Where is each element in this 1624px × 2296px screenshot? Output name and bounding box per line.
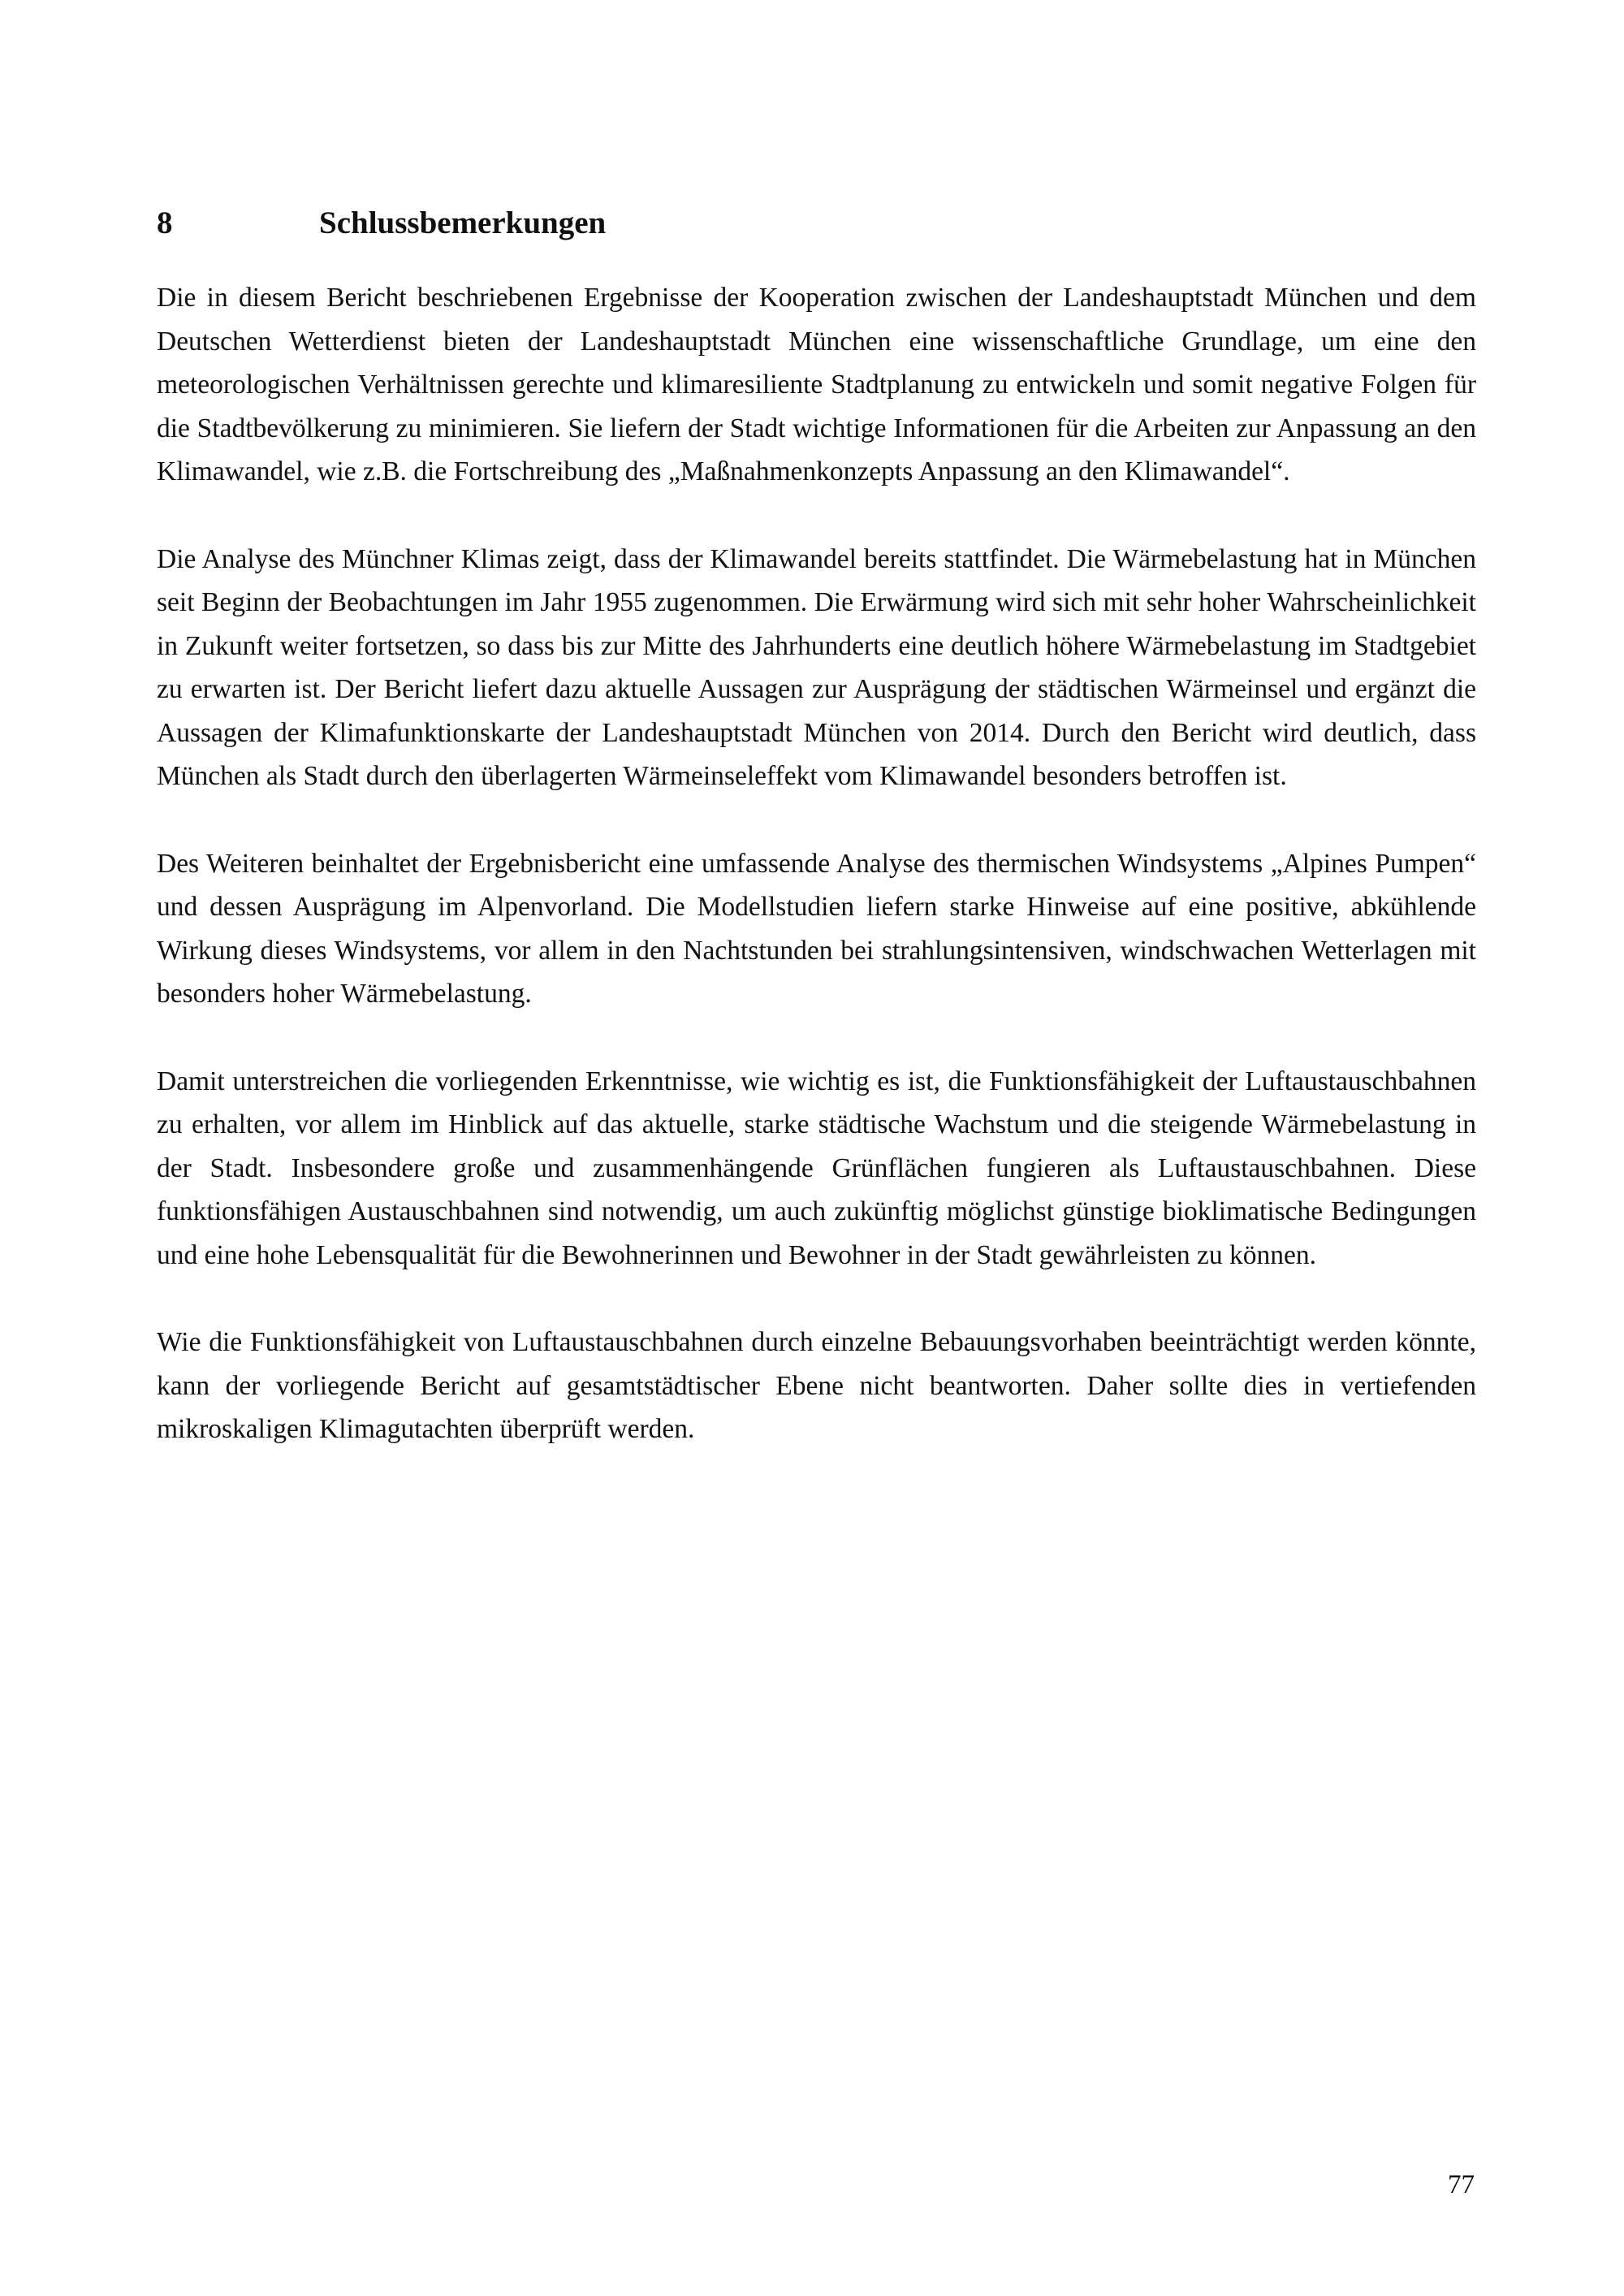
paragraph-4: Damit unterstreichen die vorliegenden Erkenntnisse, wie wichtig es ist, die Funktionsfähigkeit der Luftaustauschbahnen zu erhalten, vor allem im Hinblick auf das aktuelle, starke städtische Wachstum und die steigende Wärmebelastung in der Stadt. Insbesondere große und zusammenhängende Grünflächen fungieren als Luftaustauschbahnen. Diese funktionsfähigen Austauschbahnen sind notwendig, um auch zukünftig möglichst günstige bioklimatische Bedingungen und eine hohe Lebensqualität für die Bewohnerinnen und Bewohner in der Stadt gewährleisten zu können.	[157, 1066, 1476, 1270]
paragraph-2: Die Analyse des Münchner Klimas zeigt, dass der Klimawandel bereits stattfindet. Die Wärmebelastung hat in München seit Beginn der Beobachtungen im Jahr 1955 zugenommen. Die Erwärmung wird sich mit sehr hoher Wahrscheinlichkeit in Zukunft weiter fortsetzen, so dass bis zur Mitte des Jahrhunderts eine deutlich höhere Wärmebelastung im Stadtgebiet zu erwarten ist. Der Bericht liefert dazu aktuelle Aussagen zur Ausprägung der städtischen Wärmeinsel und ergänzt die Aussagen der Klimafunktionskarte der Landeshauptstadt München von 2014. Durch den Bericht wird deutlich, dass München als Stadt durch den überlagerten Wärmeinseleffekt vom Klimawandel besonders betroffen ist.	[157, 543, 1476, 791]
section-number: 8	[157, 205, 173, 240]
paragraph-3: Des Weiteren beinhaltet der Ergebnisbericht eine umfassende Analyse des thermischen Windsystems „Alpines Pumpen“ und dessen Ausprägung im Alpenvorland. Die Modellstudien liefern starke Hinweise auf eine positive, abkühlende Wirkung dieses Windsystems, vor allem in den Nachtstunden bei strahlungsintensiven, windschwachen Wetterlagen mit besonders hoher Wärmebelastung.	[157, 848, 1476, 1009]
section-title: Schlussbemerkungen	[319, 205, 607, 240]
body-text	[157, 276, 1476, 1495]
page-number: 77	[1448, 2170, 1475, 2199]
paragraph-5: Wie die Funktionsfähigkeit von Luftaustauschbahnen durch einzelne Bebauungsvorhaben beeinträchtigt werden könnte, kann der vorliegende Bericht auf gesamtstädtischer Ebene nicht beantworten. Daher sollte dies in vertiefenden mikroskaligen Klimagutachten überprüft werden.	[157, 1327, 1476, 1444]
paragraph-1: Die in diesem Bericht beschriebenen Ergebnisse der Kooperation zwischen der Landeshauptstadt München und dem Deutschen Wetterdienst bieten der Landeshauptstadt München eine wissenschaftliche Grundlage, um eine den meteorologischen Verhältnissen gerechte und klimaresiliente Stadtplanung zu entwickeln und somit negative Folgen für die Stadtbevölkerung zu minimieren. Sie liefern der Stadt wichtige Informationen für die Arbeiten zur Anpassung an den Klimawandel, wie z.B. die Fortschreibung des „Maßnahmenkonzepts Anpassung an den Klimawandel“.	[157, 283, 1476, 486]
section-heading	[157, 200, 1472, 247]
